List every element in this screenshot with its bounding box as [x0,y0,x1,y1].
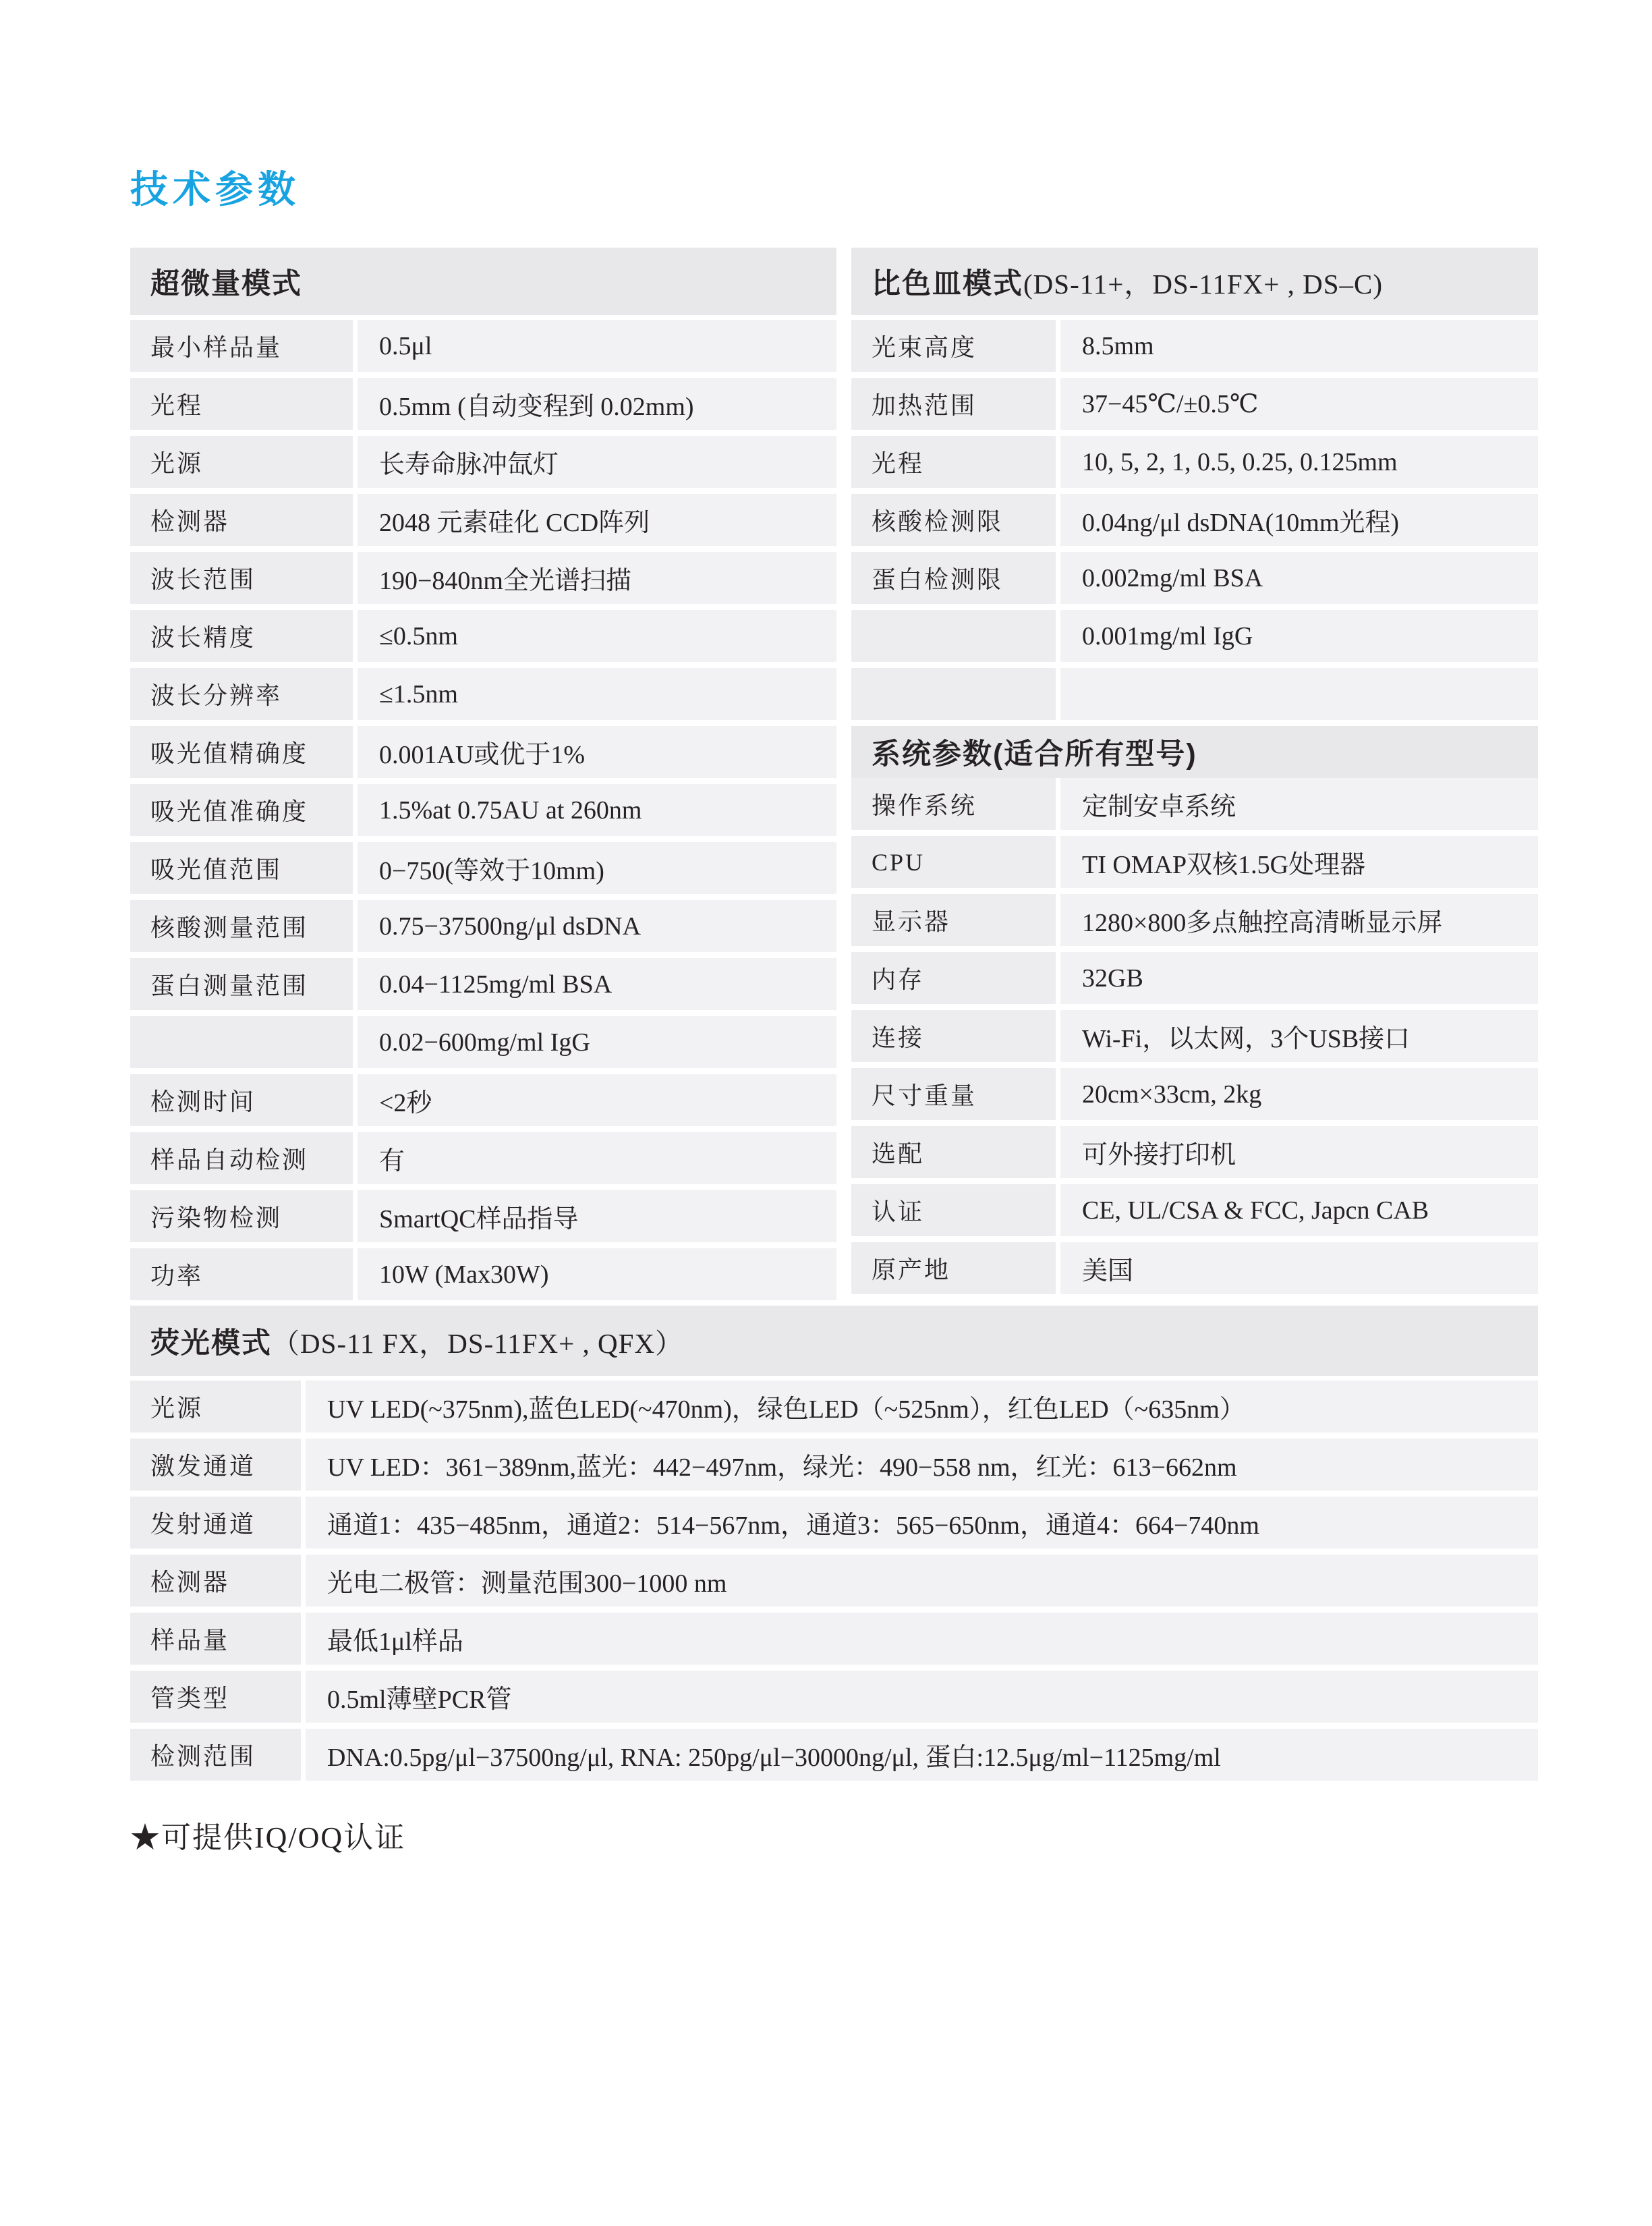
spec-label: 尺寸重量 [851,1068,1056,1120]
spec-label: 显示器 [851,894,1056,946]
table-row [130,610,836,662]
table-row [130,494,836,546]
spec-value: 190−840nm全光谱扫描 [358,552,836,604]
table-header-title: 比色皿模式 [872,267,1023,300]
table-row [130,1671,1538,1723]
table-row [851,1184,1538,1236]
spec-label [851,610,1056,662]
spec-label: 波长精度 [130,610,353,662]
spec-value: 1.5%at 0.75AU at 260nm [358,784,836,836]
spec-label: 认证 [851,1184,1056,1236]
spec-value: 32GB [1060,952,1538,1004]
table-row [130,1016,836,1068]
spec-label: 最小样品量 [130,320,353,372]
micro-volume-mode-table [130,248,836,1300]
spec-label: 内存 [851,952,1056,1004]
table-header-title: 荧光模式 [150,1327,272,1360]
table-row [130,1729,1538,1781]
table-row [130,1439,1538,1491]
table-row [130,1074,836,1126]
spec-label: 波长范围 [130,552,353,604]
table-row [130,958,836,1010]
spec-value: SmartQC样品指导 [358,1190,836,1242]
spec-label: CPU [851,836,1056,888]
table-row [851,1068,1538,1120]
spec-value: 37−45℃/±0.5℃ [1060,378,1538,430]
table-row [130,1613,1538,1665]
table-row [851,436,1538,488]
spec-value: 0.02−600mg/ml IgG [358,1016,836,1068]
table-row [851,668,1538,720]
table-row [130,1248,836,1300]
fluorescence-mode-rows [130,1381,1538,1781]
table-row [130,726,836,778]
spec-value: 8.5mm [1060,320,1538,372]
spec-value: 0.75−37500ng/μl dsDNA [358,900,836,952]
spec-label: 样品自动检测 [130,1132,353,1184]
spec-label: 功率 [130,1248,353,1300]
spec-value: 最低1μl样品 [306,1613,1538,1665]
cuvette-mode-rows [851,320,1538,720]
table-row [851,836,1538,888]
fluorescence-mode-header [130,1306,1538,1376]
table-row [851,378,1538,430]
cuvette-mode-header [851,248,1538,315]
spec-value: 定制安卓系统 [1060,778,1538,830]
spec-value: UV LED(~375nm),蓝色LED(~470nm)，绿色LED（~525nm），红色LED（~635nm） [306,1381,1538,1432]
table-header-models: （DS-11 FX，DS-11FX+ , QFX） [272,1327,684,1359]
spec-label: 吸光值准确度 [130,784,353,836]
table-row [130,552,836,604]
spec-value: 2048 元素硅化 CCD阵列 [358,494,836,546]
spec-value: CE, UL/CSA & FCC, Japcn CAB [1060,1184,1538,1236]
table-row [130,900,836,952]
spec-value: 10W (Max30W) [358,1248,836,1300]
table-row [130,842,836,894]
spec-value: 长寿命脉冲氙灯 [358,436,836,488]
table-row [851,320,1538,372]
spec-value: 0.002mg/ml BSA [1060,552,1538,604]
spec-label: 连接 [851,1010,1056,1062]
spec-value: 0.001AU或优于1% [358,726,836,778]
spec-value: 1280×800多点触控高清晰显示屏 [1060,894,1538,946]
spec-value [1060,668,1538,720]
spec-value: ≤0.5nm [358,610,836,662]
spec-value: 美国 [1060,1242,1538,1294]
table-header-title: 系统参数(适合所有型号) [872,738,1197,771]
cuvette-mode-table [851,248,1538,720]
spec-label: 样品量 [130,1613,301,1665]
system-params-header [851,726,1538,778]
spec-label: 发射通道 [130,1497,301,1549]
page-title: 技术参数 [130,168,300,211]
table-row [851,1126,1538,1178]
table-row [130,378,836,430]
spec-value: 0.04ng/μl dsDNA(10mm光程) [1060,494,1538,546]
spec-label: 检测器 [130,494,353,546]
spec-label: 吸光值范围 [130,842,353,894]
spec-value: 0−750(等效于10mm) [358,842,836,894]
spec-label: 蛋白检测限 [851,552,1056,604]
table-header-models: (DS-11+，DS-11FX+ , DS–C) [1023,268,1384,300]
table-row [130,1555,1538,1607]
system-params-table [851,720,1538,1294]
table-row [130,320,836,372]
table-row [851,778,1538,830]
spec-label: 加热范围 [851,378,1056,430]
system-params-rows [851,778,1538,1294]
table-row [851,1010,1538,1062]
spec-label: 核酸测量范围 [130,900,353,952]
spec-value: 可外接打印机 [1060,1126,1538,1178]
spec-value: 0.5μl [358,320,836,372]
spec-value: 通道1：435−485nm，通道2：514−567nm，通道3：565−650nm，通道4：664−740nm [306,1497,1538,1549]
spec-label: 选配 [851,1126,1056,1178]
spec-label: 光源 [130,1381,301,1432]
spec-value: Wi-Fi，以太网，3个USB接口 [1060,1010,1538,1062]
spec-label: 蛋白测量范围 [130,958,353,1010]
spec-label: 操作系统 [851,778,1056,830]
table-row [130,436,836,488]
top-tables [130,248,1538,1300]
spec-label: 核酸检测限 [851,494,1056,546]
table-row [130,1190,836,1242]
table-row [130,668,836,720]
spec-label: 光程 [851,436,1056,488]
table-row [851,952,1538,1004]
spec-value: 20cm×33cm, 2kg [1060,1068,1538,1120]
table-row [130,784,836,836]
table-row [130,1497,1538,1549]
spec-label: 污染物检测 [130,1190,353,1242]
table-row [851,610,1538,662]
table-header-title: 超微量模式 [150,267,302,300]
spec-label: 激发通道 [130,1439,301,1491]
table-row [130,1381,1538,1432]
spec-label: 检测范围 [130,1729,301,1781]
table-row [851,1242,1538,1294]
spec-value: 0.001mg/ml IgG [1060,610,1538,662]
right-column [851,248,1538,1300]
spec-value: DNA:0.5pg/μl−37500ng/μl, RNA: 250pg/μl−30000ng/μl, 蛋白:12.5μg/ml−1125mg/ml [306,1729,1538,1781]
spec-label: 检测时间 [130,1074,353,1126]
fluorescence-mode-table [130,1306,1538,1781]
spec-label: 检测器 [130,1555,301,1607]
micro-volume-mode-rows [130,320,836,1300]
table-row [130,1132,836,1184]
spec-label [851,668,1056,720]
spec-label [130,1016,353,1068]
spec-label: 光源 [130,436,353,488]
spec-value: 0.04−1125mg/ml BSA [358,958,836,1010]
content [130,248,1538,1781]
spec-value: TI OMAP双核1.5G处理器 [1060,836,1538,888]
spec-value: 0.5ml薄壁PCR管 [306,1671,1538,1723]
table-row [851,894,1538,946]
spec-label: 光束高度 [851,320,1056,372]
spec-value: UV LED：361−389nm,蓝光：442−497nm，绿光：490−558 nm，红光：613−662nm [306,1439,1538,1491]
spec-value: 有 [358,1132,836,1184]
spec-label: 管类型 [130,1671,301,1723]
spec-label: 吸光值精确度 [130,726,353,778]
table-row [851,552,1538,604]
spec-label: 原产地 [851,1242,1056,1294]
micro-volume-mode-header [130,248,836,315]
spec-value: 0.5mm (自动变程到 0.02mm) [358,378,836,430]
spec-label: 光程 [130,378,353,430]
footnote: ★可提供IQ/OQ认证 [130,1821,406,1854]
spec-value: 光电二极管：测量范围300−1000 nm [306,1555,1538,1607]
spec-value: <2秒 [358,1074,836,1126]
spec-value: ≤1.5nm [358,668,836,720]
table-row [851,494,1538,546]
spec-label: 波长分辨率 [130,668,353,720]
spec-value: 10, 5, 2, 1, 0.5, 0.25, 0.125mm [1060,436,1538,488]
